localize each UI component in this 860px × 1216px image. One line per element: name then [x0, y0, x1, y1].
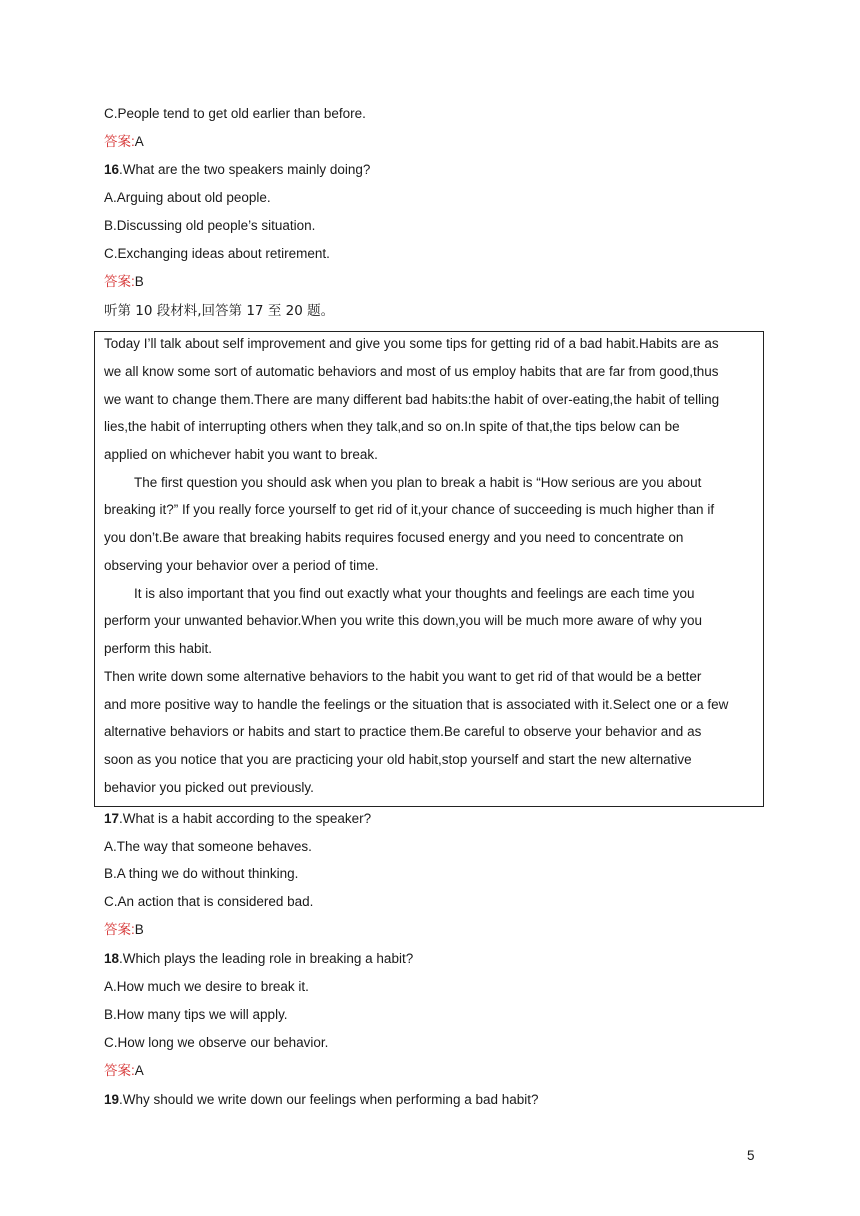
- transcript-line: lies,the habit of interrupting others when they talk,and so on.In spite of that,the tips below can be: [104, 419, 680, 434]
- section-heading: 听第 10 段材料,回答第 17 至 20 题。: [104, 303, 335, 319]
- q16-option-c: C.Exchanging ideas about retirement.: [104, 246, 330, 261]
- q15-answer: [104, 132, 144, 152]
- question-number: 16: [104, 162, 120, 177]
- transcript-line: alternative behaviors or habits and start to practice them.Be careful to observe your behavior and as: [104, 724, 702, 739]
- answer-value: B: [134, 274, 144, 289]
- transcript-line: we all know some sort of automatic behaviors and most of us employ habits that are far from good,thus: [104, 364, 719, 379]
- transcript-line: Today I’ll talk about self improvement and give you some tips for getting rid of a bad habit.Habits are as: [104, 336, 719, 351]
- q19-question: [104, 1090, 539, 1110]
- q16-option-b: B.Discussing old people’s situation.: [104, 218, 316, 233]
- question-text: .What is a habit according to the speaker?: [119, 811, 372, 826]
- transcript-line: you don’t.Be aware that breaking habits requires focused energy and you need to concentrate on: [104, 530, 684, 545]
- transcript-line: behavior you picked out previously.: [104, 780, 314, 795]
- question-text: .Why should we write down our feelings when performing a bad habit?: [119, 1092, 539, 1107]
- answer-value: B: [134, 922, 144, 937]
- transcript-line: perform your unwanted behavior.When you write this down,you will be much more aware of why you: [104, 613, 703, 628]
- page-number: 5: [747, 1148, 755, 1163]
- answer-label: 答案:: [104, 274, 135, 289]
- q17-answer: [104, 920, 144, 940]
- q18-option-a: A.How much we desire to break it.: [104, 979, 309, 994]
- transcript-line: applied on whichever habit you want to break.: [104, 447, 378, 462]
- transcript-line: It is also important that you find out exactly what your thoughts and feelings are each time you: [134, 586, 695, 601]
- q17-question: [104, 809, 371, 829]
- q17-option-a: A.The way that someone behaves.: [104, 839, 312, 854]
- transcript-line: observing your behavior over a period of time.: [104, 558, 379, 573]
- question-number: 18: [104, 951, 120, 966]
- question-number: 19: [104, 1092, 120, 1107]
- q18-answer: [104, 1061, 144, 1081]
- transcript-line: The first question you should ask when you plan to break a habit is “How serious are you about: [134, 475, 702, 490]
- q17-option-c: C.An action that is considered bad.: [104, 894, 314, 909]
- question-number: 17: [104, 811, 120, 826]
- transcript-line: breaking it?” If you really force yourself to get rid of it,your chance of succeeding is much higher than if: [104, 502, 715, 517]
- q16-question: [104, 160, 370, 180]
- answer-label: 答案:: [104, 922, 135, 937]
- answer-label: 答案:: [104, 134, 135, 149]
- q17-option-b: B.A thing we do without thinking.: [104, 866, 299, 881]
- q16-option-a: A.Arguing about old people.: [104, 190, 271, 205]
- q15-option-c: C.People tend to get old earlier than before.: [104, 106, 366, 121]
- transcript-line: Then write down some alternative behaviors to the habit you want to get rid of that would be a better: [104, 669, 702, 684]
- transcript-line: we want to change them.There are many different bad habits:the habit of over-eating,the habit of telling: [104, 392, 720, 407]
- question-text: .Which plays the leading role in breaking a habit?: [119, 951, 414, 966]
- q18-option-b: B.How many tips we will apply.: [104, 1007, 288, 1022]
- q16-answer: [104, 272, 144, 292]
- transcript-line: perform this habit.: [104, 641, 213, 656]
- transcript-line: and more positive way to handle the feelings or the situation that is associated with it.Select one or a few: [104, 697, 729, 712]
- question-text: .What are the two speakers mainly doing?: [119, 162, 371, 177]
- answer-label: 答案:: [104, 1063, 135, 1078]
- transcript-line: soon as you notice that you are practicing your old habit,stop yourself and start the new alternative: [104, 752, 692, 767]
- q18-question: [104, 949, 413, 969]
- answer-value: A: [134, 1063, 144, 1078]
- answer-value: A: [134, 134, 144, 149]
- q18-option-c: C.How long we observe our behavior.: [104, 1035, 329, 1050]
